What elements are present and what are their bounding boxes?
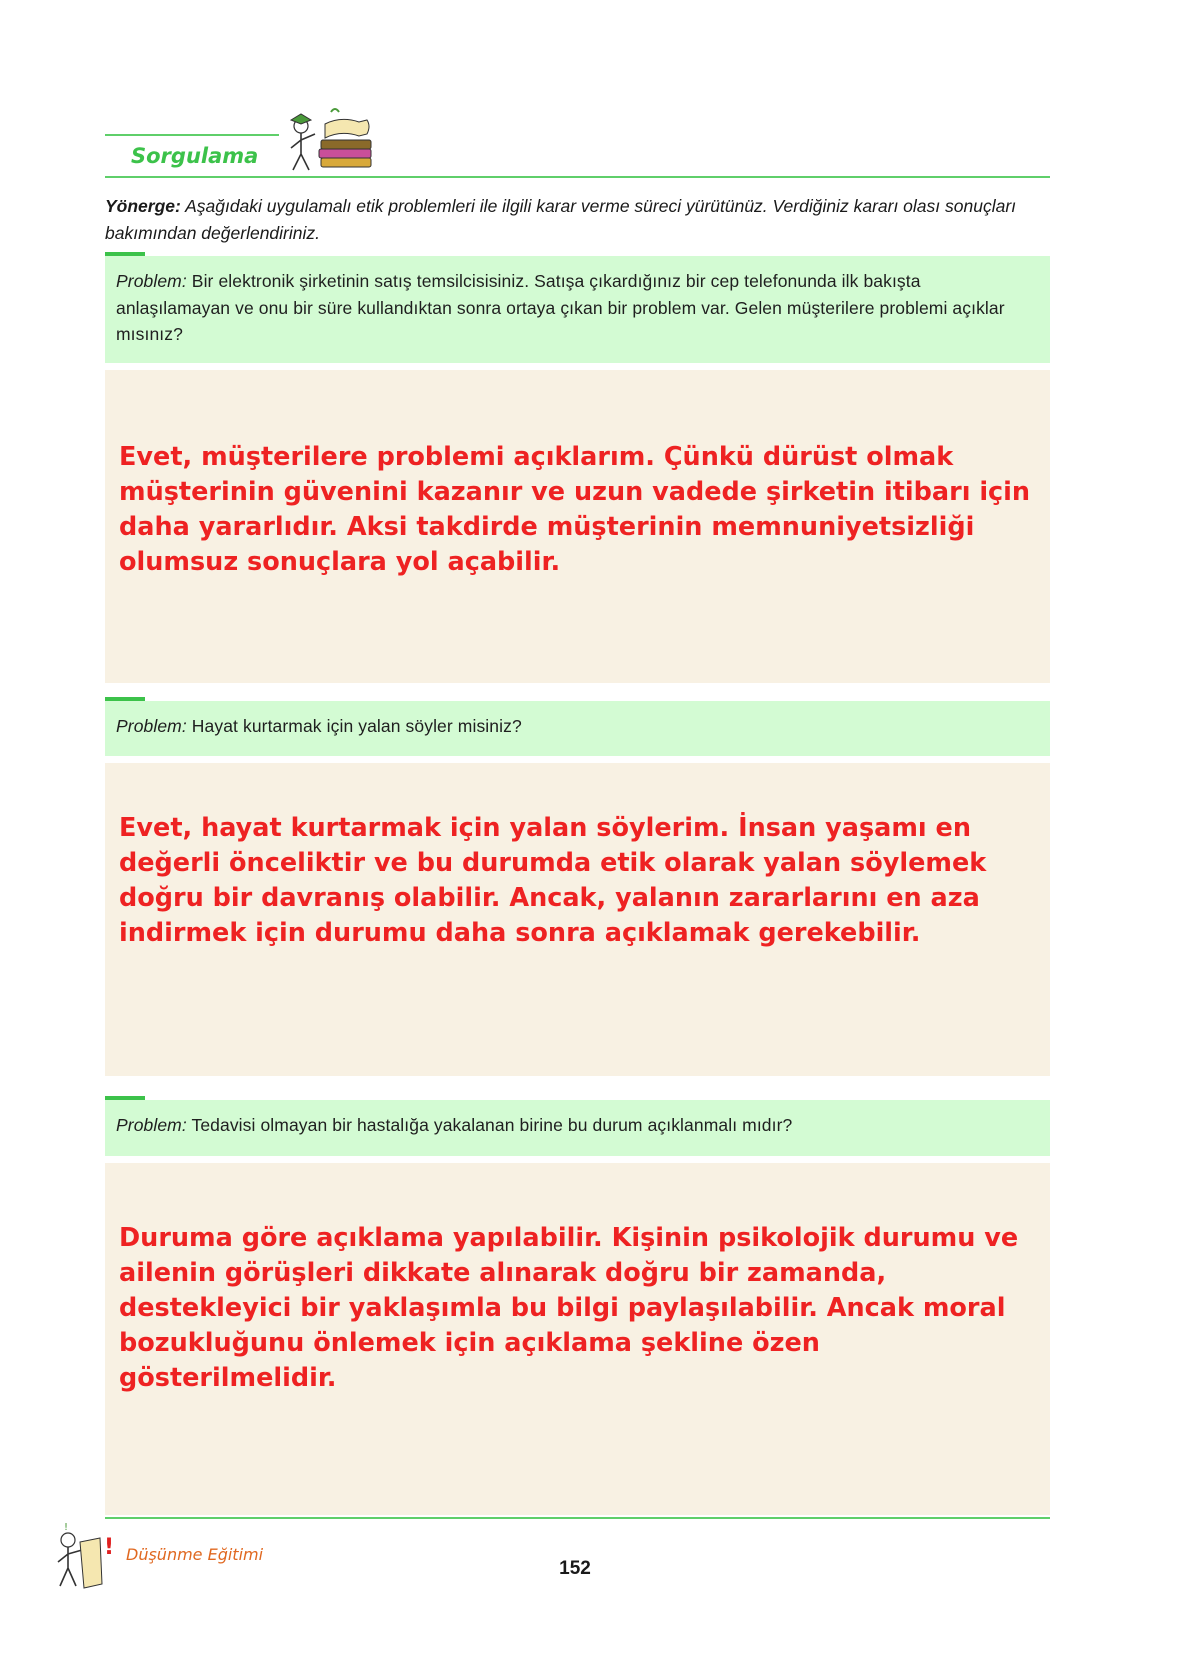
problem-text: Bir elektronik şirketinin satış temsilcisisiniz. Satışa çıkardığınız bir cep telefonunda ilk bakışta anlaşılamayan ve onu bir süre kullandıktan sonra ortaya çıkan bir problem var. Gelen müşterilere problemi açıklar mısınız? <box>116 271 1005 344</box>
answer-text: Duruma göre açıklama yapılabilir. Kişinin psikolojik durumu ve ailenin görüşleri dikkate alınarak doğru bir zamanda, destekleyici bir yaklaşımla bu bilgi paylaşılabilir. Ancak moral bozukluğunu önlemek için açıklama şekline özen gösterilmelidir. <box>119 1223 1019 1393</box>
problem-box-1 <box>105 256 1050 363</box>
svg-text:!: ! <box>64 1522 69 1533</box>
svg-text:!: ! <box>104 1535 115 1560</box>
problem-box-3 <box>105 1100 1050 1156</box>
answer-text: Evet, müşterilere problemi açıklarım. Çünkü dürüst olmak müşterinin güvenini kazanır ve uzun vadede şirketin itibarı için daha yararlıdır. Aksi takdirde müşterinin memnuniyetsizliği olumsuz sonuçlara yol açabilir. <box>119 442 1031 577</box>
problem-text: Tedavisi olmayan bir hastalığa yakalanan birine bu durum açıklanmalı mıdır? <box>186 1115 793 1135</box>
problem-label: Problem: <box>116 716 187 736</box>
problem-box-2 <box>105 701 1050 756</box>
header-bottom-rule <box>105 176 1050 178</box>
page-number: 152 <box>559 1558 591 1579</box>
section-title: Sorgulama <box>131 144 259 168</box>
footer-rule <box>105 1517 1050 1519</box>
instruction <box>105 193 1050 247</box>
problem-label: Problem: <box>116 271 187 291</box>
instruction-text: Aşağıdaki uygulamalı etik problemleri ile ilgili karar verme süreci yürütünüz. Verdiğiniz kararı olası sonuçları bakımından değerlendiriniz. <box>105 196 1017 243</box>
instruction-label: Yönerge: <box>105 196 181 216</box>
answer-box-1 <box>105 370 1050 683</box>
answer-text: Evet, hayat kurtarmak için yalan söylerim. İnsan yaşamı en değerli önceliktir ve bu durumda etik olarak yalan söylemek doğru bir davranış olabilir. Ancak, yalanın zararlarını en aza indirmek için durumu daha sonra açıklamak gerekebilir. <box>119 813 987 948</box>
header-top-rule <box>105 134 279 136</box>
problem-text: Hayat kurtarmak için yalan söyler misiniz? <box>186 716 522 736</box>
answer-box-3 <box>105 1163 1050 1515</box>
footer-brand: Düşünme Eğitimi <box>126 1545 264 1564</box>
section-header <box>105 104 1050 178</box>
thinking-mascot-icon <box>54 1520 120 1592</box>
reading-mascot-icon <box>281 104 376 174</box>
answer-box-2 <box>105 763 1050 1076</box>
problem-label: Problem: <box>116 1115 187 1135</box>
